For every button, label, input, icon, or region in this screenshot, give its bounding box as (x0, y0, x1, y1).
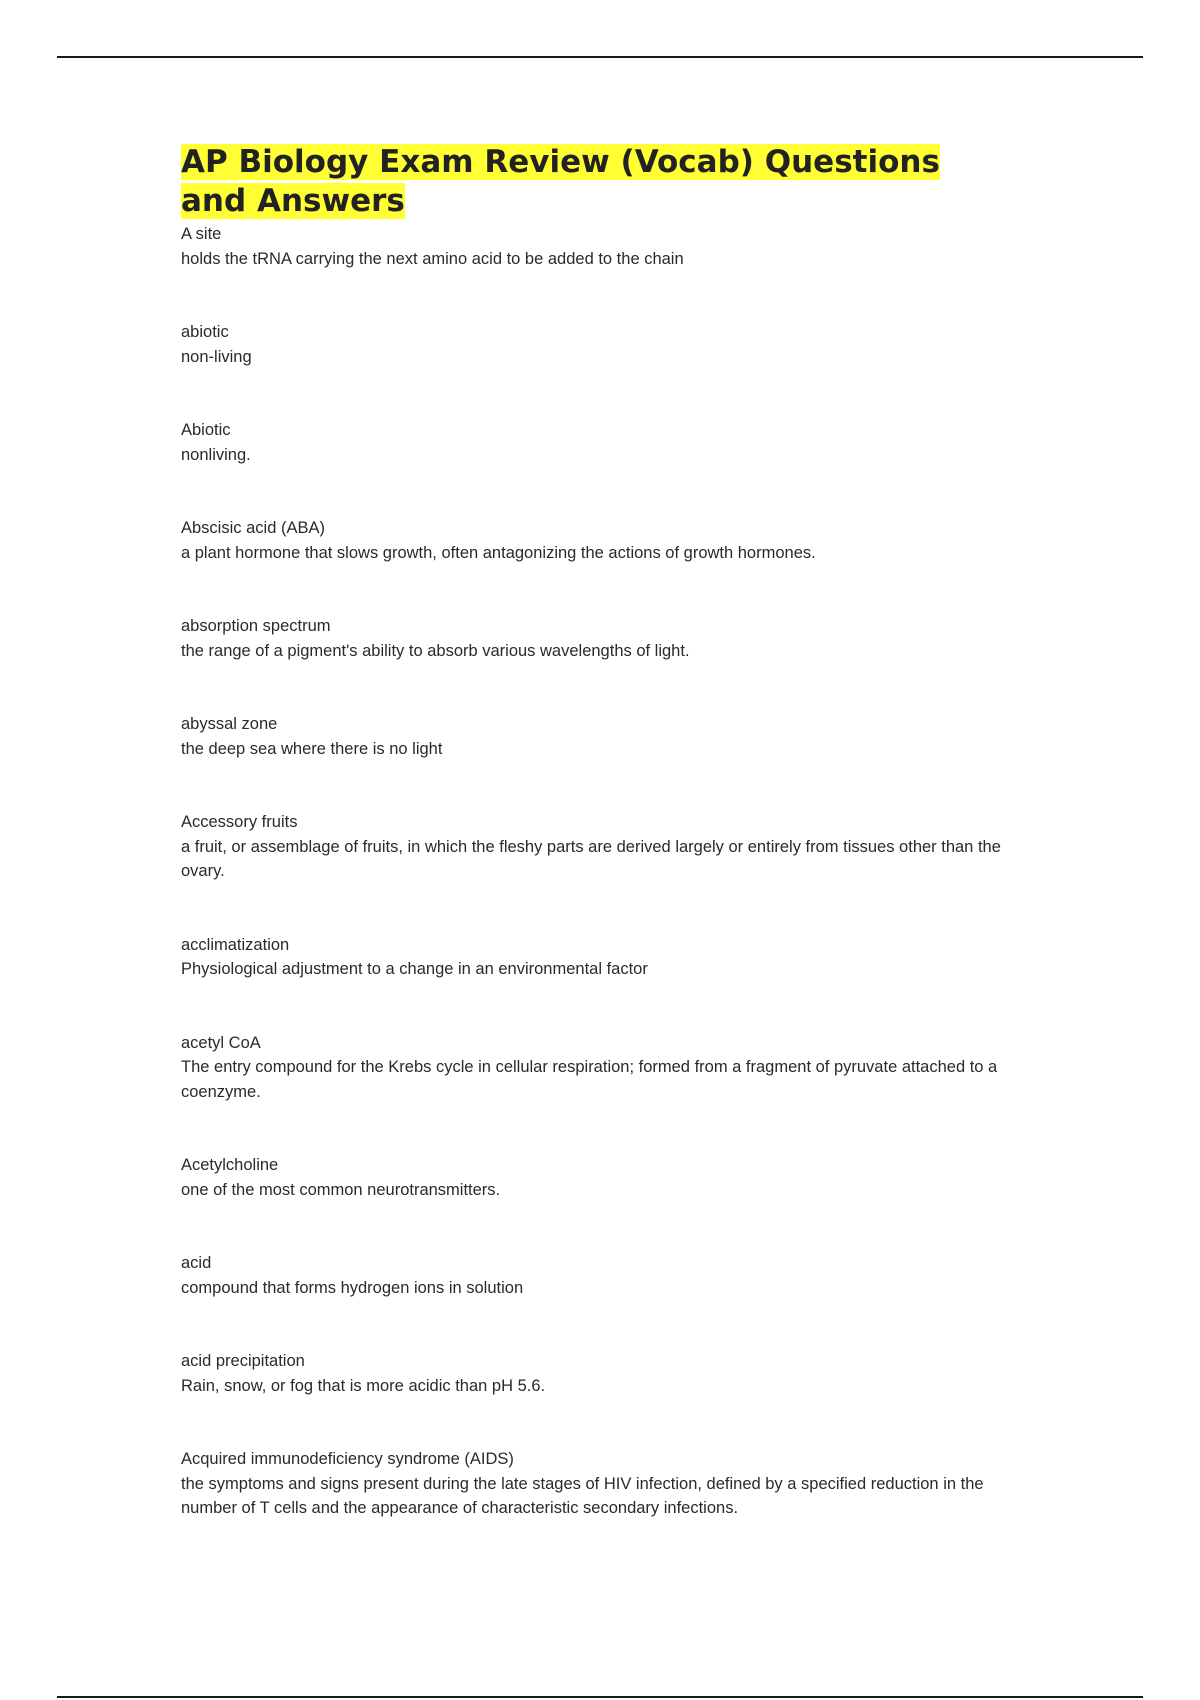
vocab-entry (181, 933, 1011, 982)
vocab-term: acclimatization (181, 935, 290, 954)
vocab-term: acid precipitation (181, 1352, 305, 1370)
vocab-entry (181, 1251, 1011, 1300)
vocab-term: Acetylcholine (181, 1156, 279, 1174)
page-bottom-rule (57, 1696, 1143, 1698)
vocab-term: absorption spectrum (181, 617, 331, 635)
vocab-definition: nonliving. (181, 445, 251, 464)
vocab-definition: one of the most common neurotransmitters. (181, 1180, 501, 1199)
vocab-definition: the deep sea where there is no light (181, 739, 443, 758)
vocab-definition: holds the tRNA carrying the next amino acid to be added to the chain (181, 249, 684, 268)
vocab-entry (181, 1349, 1011, 1398)
vocab-term: abyssal zone (181, 715, 278, 733)
page-top-rule (57, 56, 1143, 58)
vocab-entry (181, 1031, 1011, 1105)
vocab-term: abiotic (181, 323, 229, 341)
vocab-entry (181, 614, 1011, 663)
document-body (181, 143, 1011, 1521)
vocab-definition: non-living (181, 347, 252, 366)
vocab-term: Acquired immunodeficiency syndrome (AIDS) (181, 1450, 514, 1468)
vocab-definition: the symptoms and signs present during the late stages of HIV infection, defined by a specified reduction in the number of T cells and the appearance of characteristic secondary infections. (181, 1474, 984, 1517)
vocab-definition: the range of a pigment's ability to absorb various wavelengths of light. (181, 641, 690, 660)
vocab-entry (181, 810, 1011, 884)
vocab-term: A site (181, 225, 222, 243)
vocab-list (181, 222, 1011, 1521)
vocab-term: acetyl CoA (181, 1033, 261, 1052)
vocab-term: Accessory fruits (181, 813, 298, 831)
vocab-entry (181, 516, 1011, 565)
vocab-definition: Physiological adjustment to a change in an environmental factor (181, 960, 648, 978)
vocab-definition: compound that forms hydrogen ions in solution (181, 1278, 524, 1297)
document-title (181, 143, 1011, 221)
vocab-term: acid (181, 1254, 212, 1272)
vocab-entry (181, 1153, 1011, 1202)
vocab-definition: a fruit, or assemblage of fruits, in which the fleshy parts are derived largely or entirely from tissues other than the ovary. (181, 837, 1001, 880)
vocab-definition: Rain, snow, or fog that is more acidic than pH 5.6. (181, 1376, 546, 1395)
vocab-term: Abiotic (181, 421, 231, 439)
vocab-entry (181, 1447, 1011, 1521)
vocab-entry (181, 320, 1011, 369)
vocab-term: Abscisic acid (ABA) (181, 519, 325, 537)
vocab-definition: The entry compound for the Krebs cycle in cellular respiration; formed from a fragment of pyruvate attached to a coenzyme. (181, 1058, 998, 1101)
vocab-entry (181, 418, 1011, 467)
document-title-highlight: AP Biology Exam Review (Vocab) Questions and Answers (181, 144, 940, 219)
vocab-entry (181, 712, 1011, 761)
vocab-entry (181, 222, 1011, 271)
vocab-definition: a plant hormone that slows growth, often antagonizing the actions of growth hormones. (181, 543, 816, 562)
